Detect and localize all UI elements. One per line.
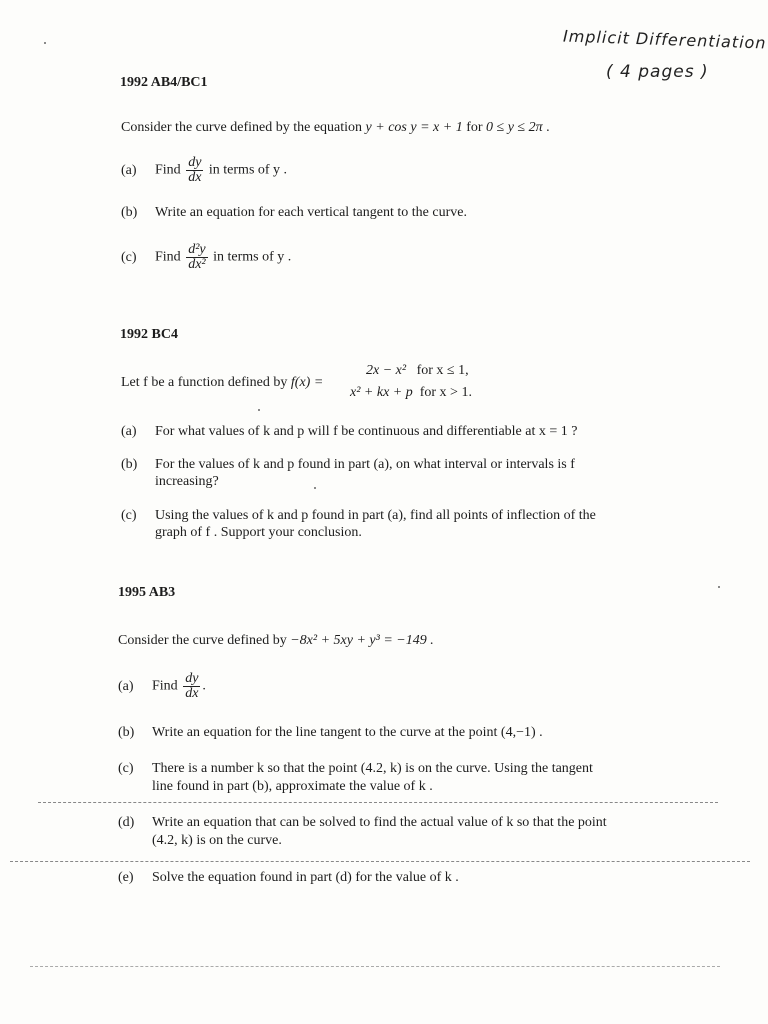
- problem-2-part-a: (a) For what values of k and p will f be continuous and differentiable at x = 1 ?: [121, 424, 578, 439]
- problem-1-intro: Consider the curve defined by the equation y + cos y = x + 1 for 0 ≤ y ≤ 2π .: [121, 120, 550, 135]
- problem-1-domain: 0 ≤ y ≤ 2π: [486, 120, 543, 135]
- problem-1-part-c: (c) Find $\frac{\text{d²y}}{\text{dx²}}$ in terms of y .: [121, 242, 292, 272]
- problem-2-heading: 1992 BC4: [120, 327, 178, 342]
- problem-3-part-a: (a) Find $\frac{dy}{dx}$ .: [118, 671, 206, 701]
- handwritten-title: Implicit Differentiation: [562, 26, 767, 53]
- scan-artifact-line: [30, 966, 720, 967]
- problem-2-part-b: (b) For the values of k and p found in part (a), on what interval or intervals is f: [121, 457, 575, 472]
- problem-1-part-a: (a) Find $\frac{dy}{dx}$ in terms of y .: [121, 155, 288, 185]
- piecewise-line-1: 2x − x² for x ≤ 1,: [366, 363, 469, 378]
- problem-3-part-b: (b) Write an equation for the line tangent to the curve at the point (4,−1) .: [118, 725, 543, 740]
- problem-2-part-b-cont: increasing?: [155, 474, 219, 489]
- problem-3-part-c-cont: line found in part (b), approximate the value of k .: [152, 779, 433, 794]
- problem-3-part-d: (d) Write an equation that can be solved to find the actual value of k so that the point: [118, 815, 607, 830]
- dy-dx-fraction-2: $\frac{dy}{dx}$: [185, 671, 199, 701]
- scan-artifact-line: [38, 802, 718, 803]
- scan-artifact-speck: [314, 487, 316, 489]
- second-derivative-fraction: $\frac{\text{d²y}}{\text{dx²}}$: [188, 242, 206, 272]
- problem-2-part-c-cont: graph of f . Support your conclusion.: [155, 525, 362, 540]
- problem-3-intro: Consider the curve defined by −8x² + 5xy + y³ = −149 .: [118, 633, 434, 648]
- problem-1-equation: y + cos y = x + 1: [365, 120, 463, 135]
- problem-1-heading: 1992 AB4/BC1: [120, 75, 208, 90]
- problem-2-intro: Let f be a function defined by f(x) =: [121, 375, 324, 390]
- scan-artifact-speck: [44, 42, 46, 44]
- handwritten-page-count: ( 4 pages ): [606, 62, 709, 82]
- scan-artifact-line: [10, 861, 750, 862]
- dy-dx-fraction: $\frac{dy}{dx}$: [188, 155, 202, 185]
- problem-3-part-d-cont: (4.2, k) is on the curve.: [152, 833, 282, 848]
- problem-2-part-c: (c) Using the values of k and p found in part (a), find all points of inflection of the: [121, 508, 596, 523]
- scan-artifact-speck: [718, 586, 720, 588]
- scan-artifact-speck: [258, 409, 260, 411]
- piecewise-line-2: x² + kx + p for x > 1.: [350, 385, 472, 400]
- problem-3-part-e: (e) Solve the equation found in part (d) for the value of k .: [118, 870, 459, 885]
- problem-3-part-c: (c) There is a number k so that the point (4.2, k) is on the curve. Using the tangent: [118, 761, 593, 776]
- problem-1-part-b: (b) Write an equation for each vertical tangent to the curve.: [121, 205, 467, 220]
- problem-3-equation: −8x² + 5xy + y³ = −149 .: [290, 633, 434, 648]
- function-label: f(x) =: [290, 375, 324, 390]
- problem-3-heading: 1995 AB3: [118, 585, 176, 600]
